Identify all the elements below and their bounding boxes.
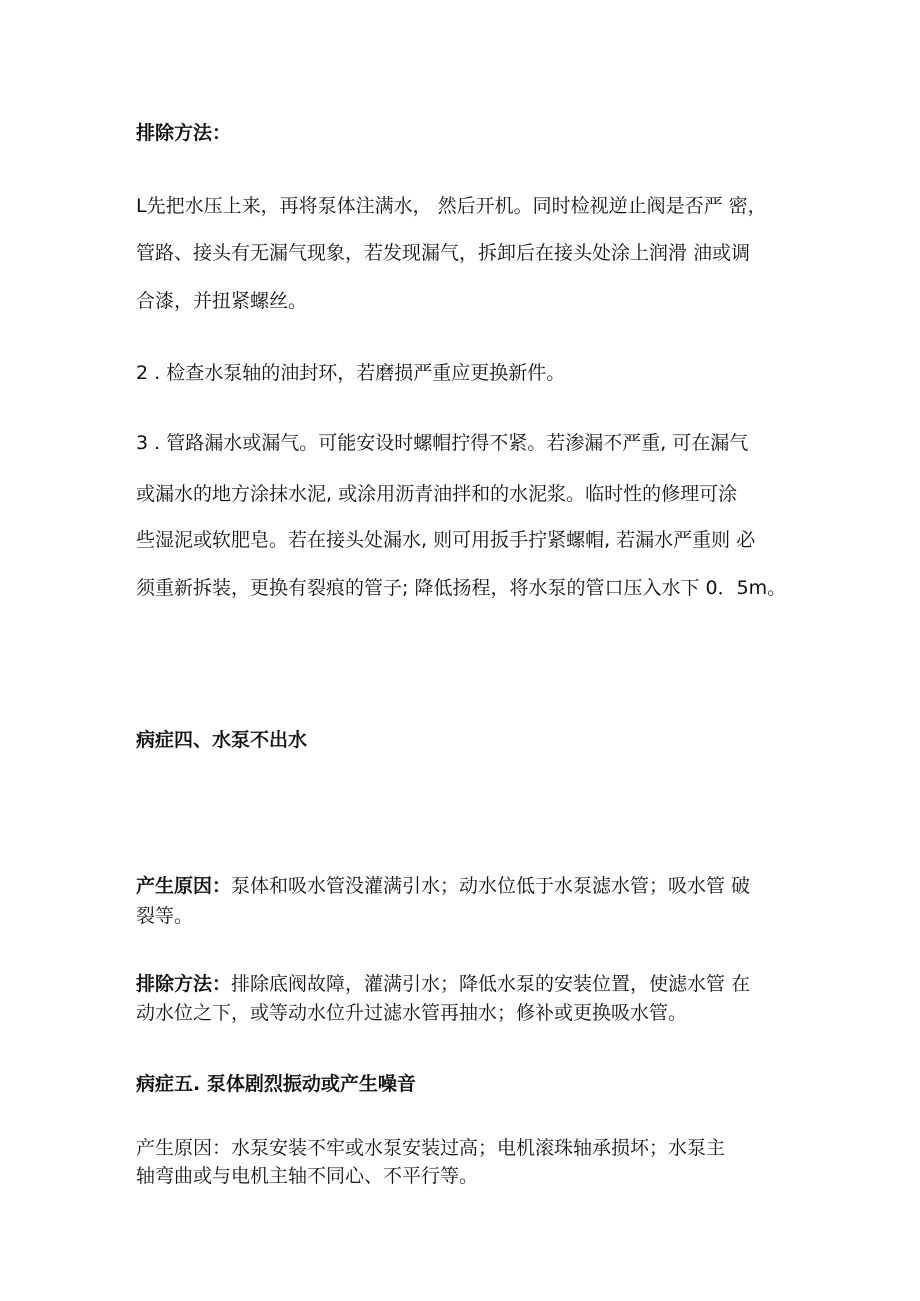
paragraph-line: 或漏水的地方涂抹水泥, 或涂用沥青油拌和的水泥浆。临时性的修理可涂 <box>136 483 738 505</box>
paragraph-line: 产生原因：水泵安装不牢或水泵安装过高；电机滚珠轴承损坏；水泵主 <box>136 1137 726 1159</box>
paragraph-line: 须重新拆装，更换有裂痕的管子; 降低扬程，将水泵的管口压入水下 0．5m。 <box>136 577 787 599</box>
paragraph-line: 动水位之下，或等动水位升过滤水管再抽水；修补或更换吸水管。 <box>136 1002 688 1024</box>
section-heading-remedy: 排除方法： <box>136 122 232 144</box>
cause-text: 泵体和吸水管没灌满引水；动水位低于水泵滤水管；吸水管 破 <box>231 875 751 897</box>
paragraph-line <box>136 873 750 899</box>
paragraph-line: 些湿泥或软肥皂。若在接头处漏水, 则可用扳手拧紧螺帽, 若漏水严重则 必 <box>136 529 756 551</box>
paragraph-line: 2 . 检查水泵轴的油封环，若磨损严重应更换新件。 <box>136 362 566 384</box>
section-heading-symptom-four: 病症四、水泵不出水 <box>136 729 308 751</box>
paragraph-line: 合漆，并扭紧螺丝。 <box>136 290 308 312</box>
paragraph-line: 裂等。 <box>136 905 194 927</box>
paragraph-line: L先把水压上来，再将泵体注满水， 然后开机。同时检视逆止阀是否严 密， <box>136 195 767 217</box>
section-heading-symptom-five: 病症五. 泵体剧烈振动或产生噪音 <box>136 1073 416 1095</box>
remedy-label: 排除方法： <box>136 973 232 995</box>
paragraph-line: 轴弯曲或与电机主轴不同心、不平行等。 <box>136 1165 479 1187</box>
cause-label: 产生原因： <box>136 875 232 897</box>
paragraph-line: 3 . 管路漏水或漏气。可能安设时螺帽拧得不紧。若渗漏不严重, 可在漏气 <box>136 432 749 454</box>
paragraph-line <box>136 971 750 997</box>
remedy-text: 排除底阀故障，灌满引水；降低水泵的安装位置，使滤水管 在 <box>231 973 751 995</box>
paragraph-line: 管路、接头有无漏气现象，若发现漏气，拆卸后在接头处涂上润滑 油或调 <box>136 242 751 264</box>
